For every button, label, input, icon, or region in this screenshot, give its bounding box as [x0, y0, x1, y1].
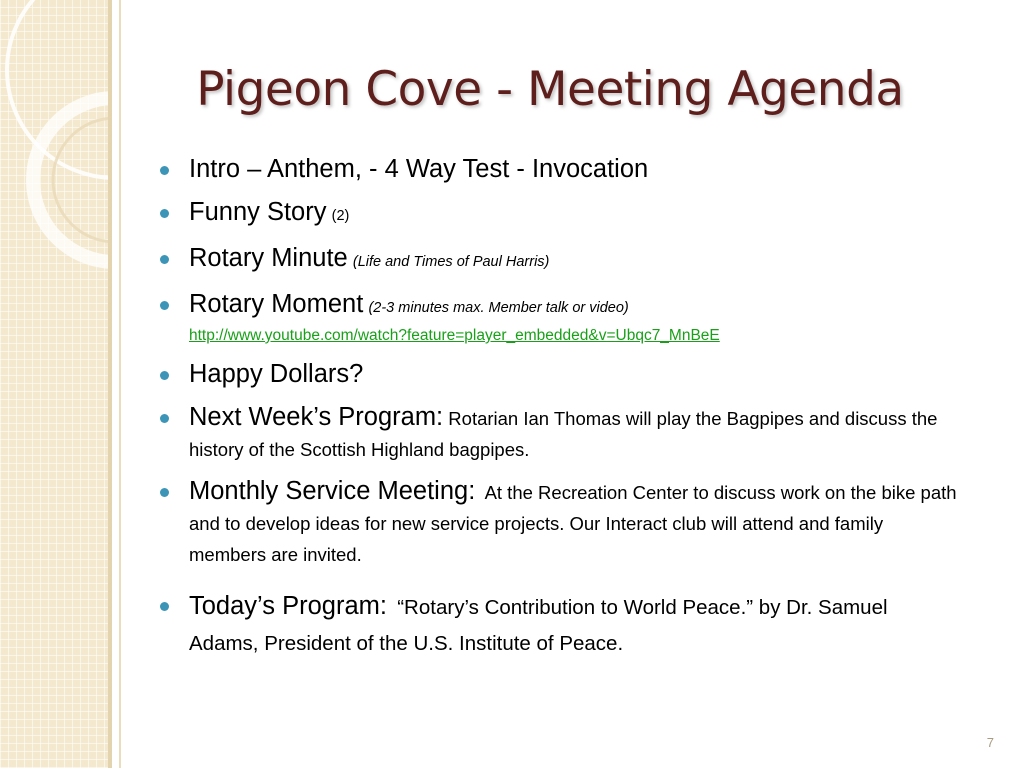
bullet-dot [160, 209, 169, 218]
agenda-item-rotary-minute [160, 243, 960, 278]
agenda-item-next-week [160, 402, 960, 465]
bullet-dot [160, 371, 169, 380]
agenda-item-note: (Life and Times of Paul Harris) [352, 254, 550, 270]
bullet-dot [160, 488, 169, 497]
agenda-item-rotary-moment [160, 289, 960, 348]
agenda-item-detail: Rotarian Ian Thomas will play the Bagpipes and discuss the history of the Scottish Highland bagpipes. [189, 408, 938, 460]
bullet-dot [160, 255, 169, 264]
bullet-dot [160, 166, 169, 175]
agenda-list [160, 154, 960, 673]
agenda-item-intro [160, 154, 960, 186]
agenda-item-lead: Rotary Moment [189, 290, 364, 318]
agenda-item-happy-dollars [160, 359, 960, 391]
agenda-item-lead: Today’s Program: [189, 592, 387, 620]
circle-decoration [0, 0, 112, 768]
agenda-item-todays-program [160, 590, 960, 662]
agenda-item-lead: Funny Story [189, 198, 327, 226]
agenda-item-lead: Rotary Minute [189, 244, 348, 272]
agenda-item-funny-story [160, 197, 960, 232]
agenda-item-lead: Monthly Service Meeting: [189, 477, 476, 505]
agenda-item-detail: At the Recreation Center to discuss work on the bike path and to develop ideas for new service projects. Our Interact club will attend and family members are invited. [189, 482, 957, 565]
agenda-item-note: (2) [331, 208, 350, 224]
agenda-item-lead: Happy Dollars? [189, 360, 364, 388]
slide-title: Pigeon Cove - Meeting Agenda [196, 62, 904, 117]
agenda-item-note: (2-3 minutes max. Member talk or video) [368, 300, 629, 316]
bullet-dot [160, 414, 169, 423]
decorative-side-panel [0, 0, 112, 768]
page-number: 7 [986, 735, 994, 750]
bullet-dot [160, 301, 169, 310]
bullet-dot [160, 602, 169, 611]
video-link[interactable]: http://www.youtube.com/watch?feature=player_embedded&v=Ubqc7_MnBeE [189, 327, 720, 344]
agenda-item-detail: “Rotary’s Contribution to World Peace.” by Dr. Samuel Adams, President of the U.S. Institute of Peace. [189, 596, 888, 655]
agenda-item-lead: Intro – Anthem, - 4 Way Test - Invocation [189, 155, 649, 183]
agenda-item-monthly-service [160, 476, 960, 570]
agenda-item-lead: Next Week’s Program: [189, 403, 444, 431]
